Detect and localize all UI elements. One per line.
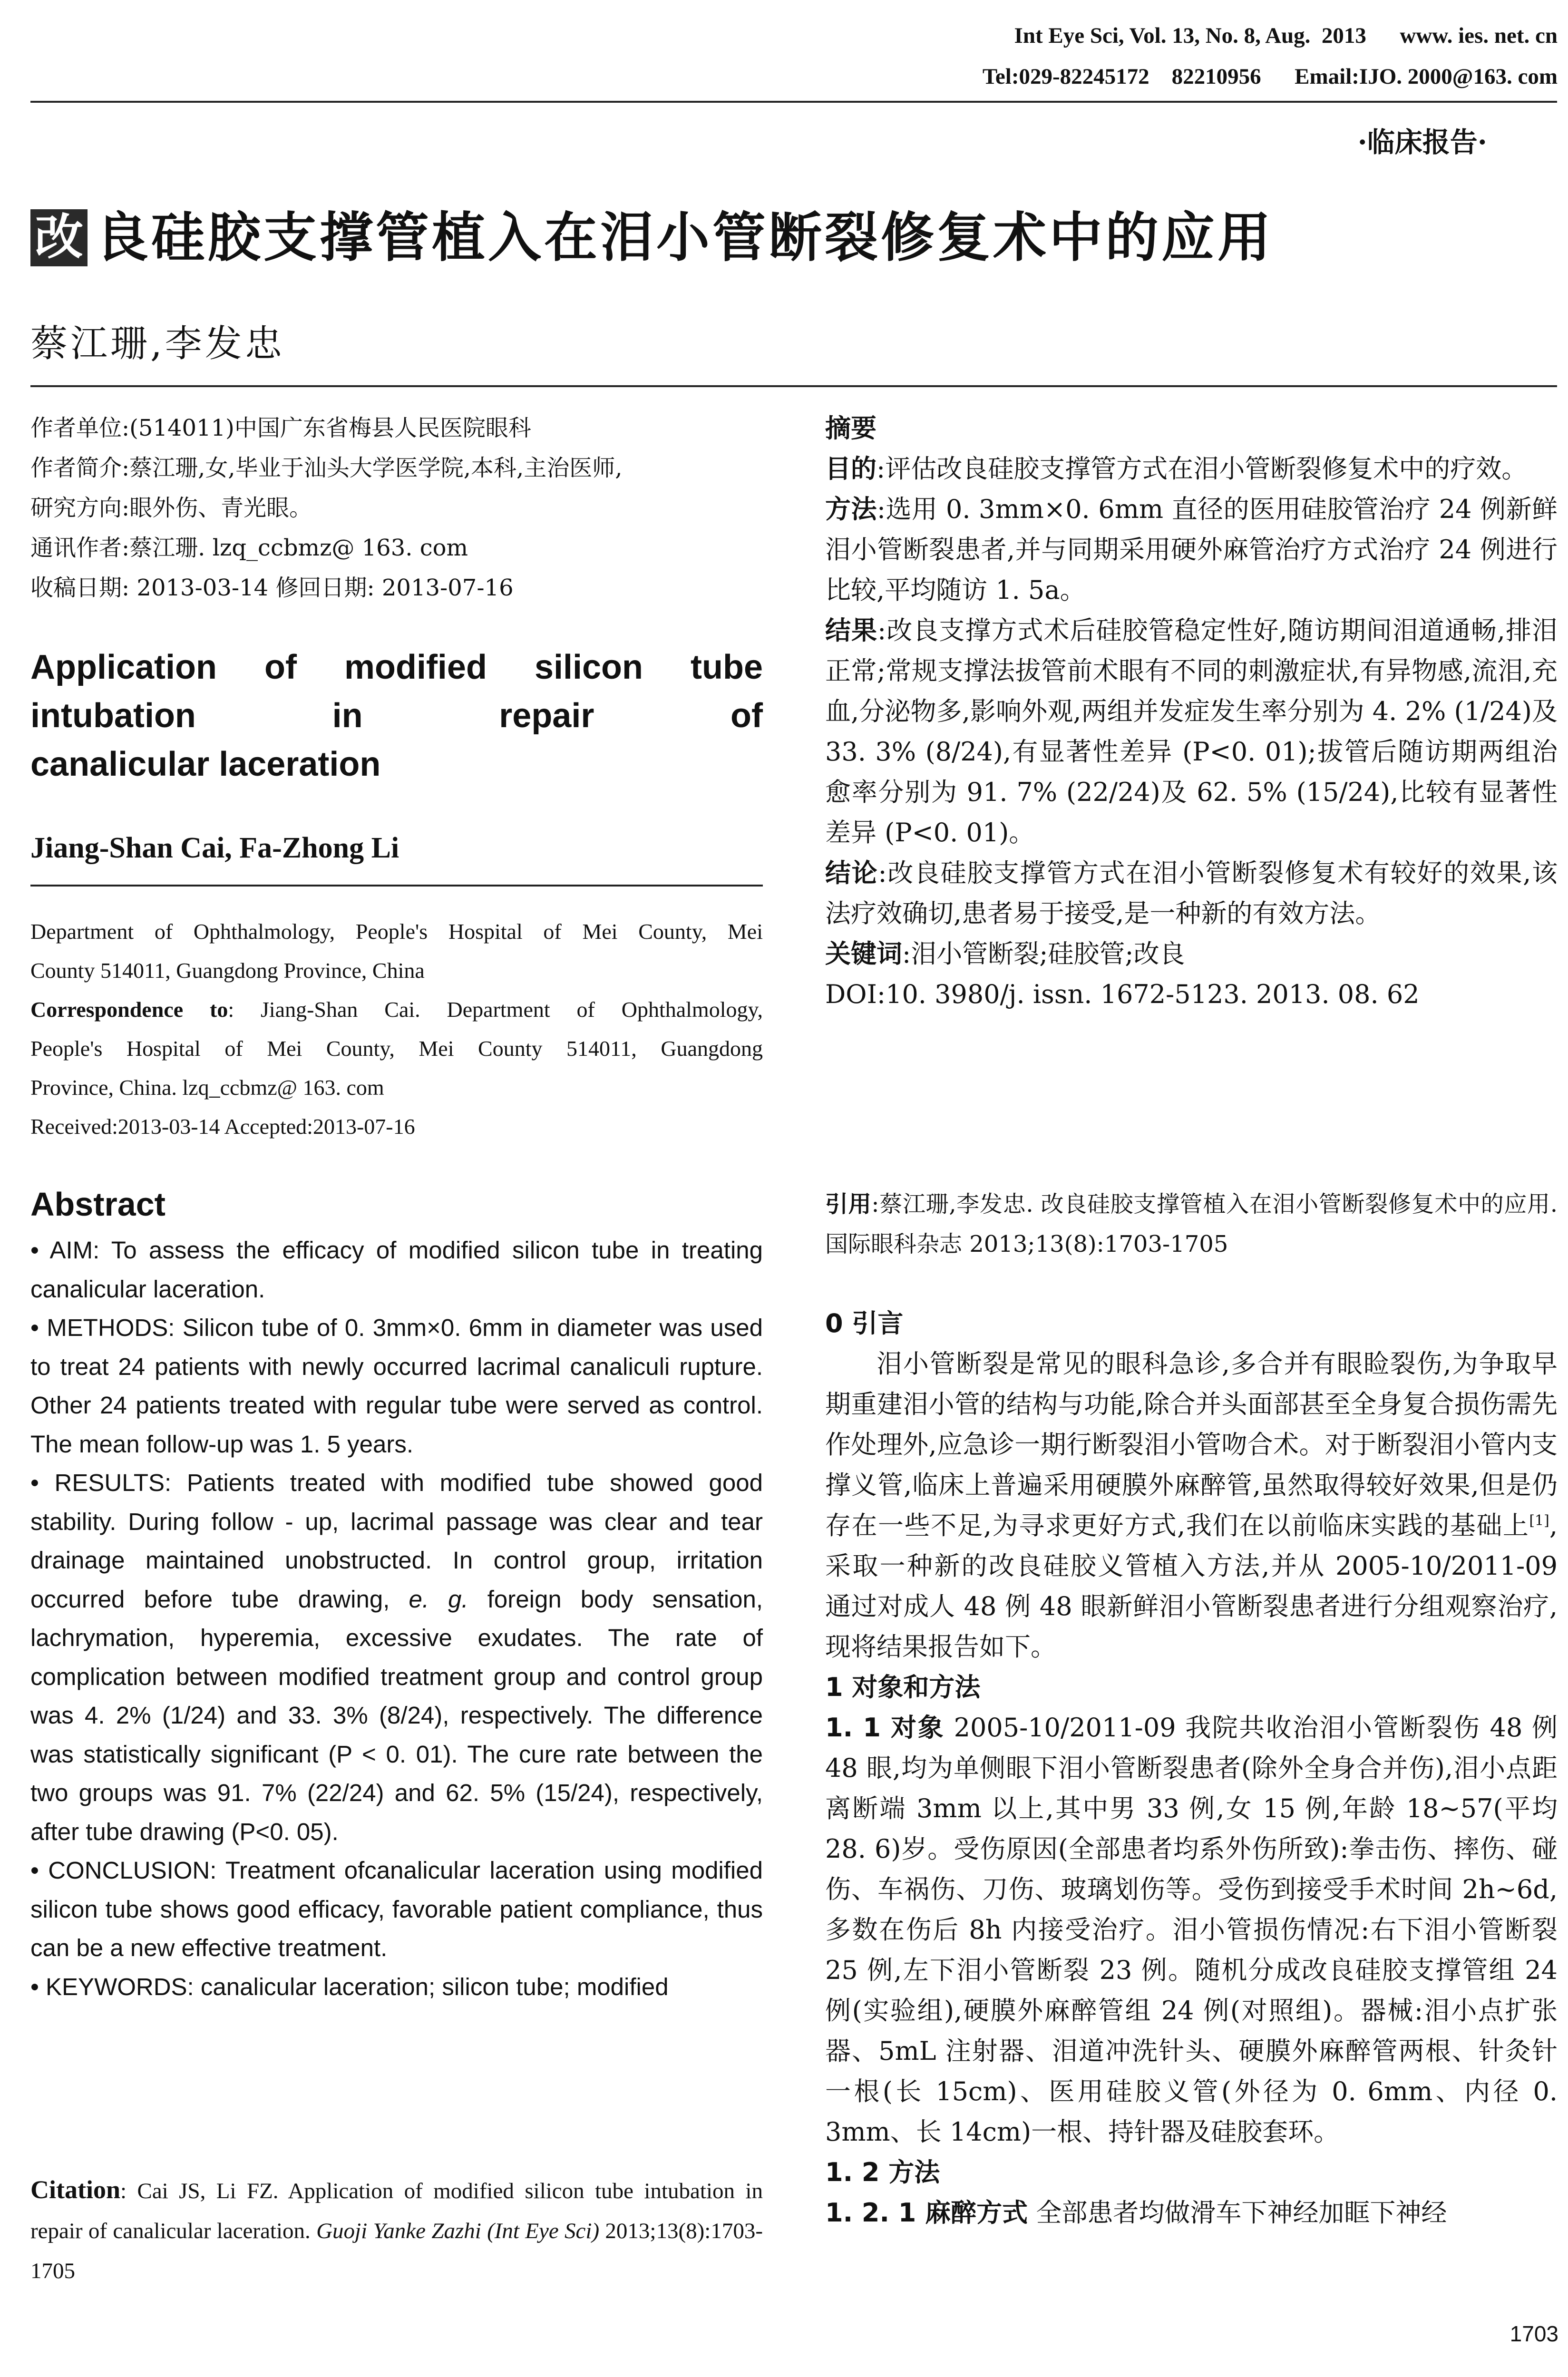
authors-rule	[30, 885, 763, 887]
abstract-cn-keywords: 关键词:泪小管断裂;硅胶管;改良	[825, 939, 1185, 969]
department-line: County 514011, Guangdong Province, China	[30, 958, 425, 983]
abstract-cn-conclusion: 结论:改良硅胶支撑管方式在泪小管断裂修复术有较好的效果,该法疗效确切,患者易于接受,是一种新的有效方法。	[825, 858, 1558, 928]
english-title	[30, 643, 763, 789]
bio-line: 研究方向:眼外伤、青光眼。	[30, 495, 312, 521]
english-title-line: intubation in repair of	[30, 697, 763, 735]
section-label: ·临床报告·	[1357, 126, 1487, 158]
abstract-chinese	[825, 408, 1558, 1014]
intro-heading: 0 引言	[825, 1308, 904, 1338]
abstract-aim: • AIM: To assess the efficacy of modified silicon tube in treating canalicular laceration.	[30, 1237, 763, 1303]
abstract-results: • RESULTS: Patients treated with modified tube showed good stability. During follow - up, lacrimal passage was clear and tear drainage maintained unobstructed. In control group, irritation occurred before tube drawing, e. g. foreign body sensation, lachrymation, hyperemia, excessive exudates. The rate of complication between modified treatment group and control group was 4. 2% (1/24) and 33. 3% (8/24), respectively. The difference was statistically significant (P < 0. 01). The cure rate between the two groups was 91. 7% (22/24) and 62. 5% (15/24), respectively, after tube drawing (P<0. 05).	[30, 1469, 763, 1845]
abstract-cn-heading: 摘要	[825, 413, 877, 443]
citation-english: Citation: Cai JS, Li FZ. Application of modified silicon tube intubation in repair of canalicular laceration. Guoji Yanke Zazhi (Int Eye Sci) 2013;13(8):1703-1705	[30, 2175, 763, 2283]
corresponding-author: 通讯作者:蔡江珊. lzq_ccbmz@ 163. com	[30, 535, 468, 561]
department-block	[30, 912, 763, 1146]
affiliation: 作者单位:(514011)中国广东省梅县人民医院眼科	[30, 415, 531, 441]
title-rule	[30, 385, 1557, 387]
anesthesia-paragraph: 1. 2. 1 麻醉方式 全部患者均做滑车下神经加眶下神经	[825, 2198, 1447, 2228]
article-title: 良硅胶支撑管植入在泪小管断裂修复术中的应用	[95, 207, 1274, 269]
english-authors: Jiang-Shan Cai, Fa-Zhong Li	[30, 832, 399, 864]
title-first-char: 改	[30, 209, 88, 266]
authors-chinese: 蔡江珊,李发忠	[30, 322, 285, 365]
received-dates: Received:2013-03-14 Accepted:2013-07-16	[30, 1114, 415, 1139]
correspondence-line: Province, China. lzq_ccbmz@ 163. com	[30, 1075, 384, 1100]
english-title-line: canalicular laceration	[30, 745, 381, 783]
english-title-line: Application of modified silicon tube	[30, 648, 763, 686]
correspondence-label: Correspondence to	[30, 997, 228, 1022]
citation-cn-label: 引用	[825, 1191, 872, 1218]
abstract-cn-results: 结果:改良支撑方式术后硅胶管稳定性好,随访期间泪道通畅,排泪正常;常规支撑法拔管前术眼有不同的刺激症状,有异物感,流泪,充血,分泌物多,影响外观,两组并发症发生率分别为 4. 2% (1/24)及 33. 3% (8/24),有显著性差异 (P<0. 01);拔管后随访期两组治愈率分别为 91. 7% (22/24)及 62. 5% (15/24),比较有显著性差异 (P<0. 01)。	[825, 615, 1558, 848]
citation-chinese: 引用:蔡江珊,李发忠. 改良硅胶支撑管植入在泪小管断裂修复术中的应用. 国际眼科杂志 2013;13(8):1703-1705	[825, 1191, 1558, 1257]
contact-info-line: Tel:029-82245172 82210956 Email:IJO. 2000@163. com	[982, 64, 1558, 89]
citation-label: Citation	[30, 2175, 120, 2204]
body-chinese	[825, 1303, 1558, 2233]
author-info	[30, 408, 763, 608]
page-number: 1703	[1510, 2321, 1558, 2346]
correspondence-line: Correspondence to: Jiang-Shan Cai. Department of Ophthalmology,	[30, 997, 763, 1022]
reference-marker: [1]	[1529, 1512, 1549, 1529]
correspondence-line: People's Hospital of Mei County, Mei County 514011, Guangdong	[30, 1036, 763, 1061]
doi: DOI:10. 3980/j. issn. 1672-5123. 2013. 08. 62	[825, 979, 1420, 1009]
intro-paragraph: 泪小管断裂是常见的眼科急诊,多合并有眼睑裂伤,为争取早期重建泪小管的结构与功能,除合并头面部甚至全身复合损伤需先作处理外,应急诊一期行断裂泪小管吻合术。对于断裂泪小管内支撑义管,临床上普遍采用硬膜外麻醉管,虽然取得较好效果,但是仍存在一些不足,为寻求更好方式,我们在以前临床实践的基础上[1],采取一种新的改良硅胶义管植入方法,并从 2005-10/2011-09 通过对成人 48 例 48 眼新鲜泪小管断裂患者进行分组观察治疗,现将结果报告如下。	[825, 1349, 1558, 1662]
method-heading: 1. 2 方法	[825, 2157, 940, 2187]
abstract-methods: • METHODS: Silicon tube of 0. 3mm×0. 6mm in diameter was used to treat 24 patients with newly occurred lacrimal canaliculi rupture. Other 24 patients treated with regular tube were served as control. The mean follow-up was 1. 5 years.	[30, 1314, 763, 1458]
abstract-cn-methods: 方法:选用 0. 3mm×0. 6mm 直径的医用硅胶管治疗 24 例新鲜泪小管断裂患者,并与同期采用硬外麻管治疗方式治疗 24 例进行比较,平均随访 1. 5a。	[825, 494, 1558, 605]
journal-info-line: Int Eye Sci, Vol. 13, No. 8, Aug. 2013 www. ies. net. cn	[1014, 23, 1558, 48]
dates: 收稿日期: 2013-03-14 修回日期: 2013-07-16	[30, 575, 514, 601]
abstract-keywords: • KEYWORDS: canalicular laceration; silicon tube; modified	[30, 1973, 669, 2000]
abstract-cn-aim: 目的:评估改良硅胶支撑管方式在泪小管断裂修复术中的疗效。	[825, 454, 1528, 484]
abstract-conclusion: • CONCLUSION: Treatment ofcanalicular laceration using modified silicon tube shows good efficacy, favorable patient compliance, thus can be a new effective treatment.	[30, 1857, 763, 1961]
abstract-heading: Abstract	[30, 1186, 166, 1223]
header-rule	[30, 101, 1557, 103]
subjects-paragraph: 1. 1 对象 2005-10/2011-09 我院共收治泪小管断裂伤 48 例 48 眼,均为单侧眼下泪小管断裂患者(除外全身合并伤),泪小点距离断端 3mm 以上,其中男 33 例,女 15 例,年龄 18~57(平均28. 6)岁。受伤原因(全部患者均系外伤所致):拳击伤、摔伤、碰伤、车祸伤、刀伤、玻璃划伤等。受伤到接受手术时间 2h~6d,多数在伤后 8h 内接受治疗。泪小管损伤情况:右下泪小管断裂 25 例,左下泪小管断裂 23 例。随机分成改良硅胶支撑管组 24 例(实验组),硬膜外麻醉管组 24 例(对照组)。器械:泪小点扩张器、5mL 注射器、泪道冲洗针头、硬膜外麻醉管两根、针灸针一根(长 15cm)、医用硅胶义管(外径为 0. 6mm、内径 0. 3mm、长 14cm)一根、持针器及硅胶套环。	[825, 1713, 1558, 2147]
abstract-english	[30, 1231, 763, 2006]
bio-line: 作者简介:蔡江珊,女,毕业于汕头大学医学院,本科,主治医师,	[30, 455, 623, 481]
department-line: Department of Ophthalmology, People's Hospital of Mei County, Mei	[30, 919, 763, 944]
citation-journal: Guoji Yanke Zazhi (Int Eye Sci)	[316, 2219, 600, 2243]
methods-heading: 1 对象和方法	[825, 1672, 981, 1702]
